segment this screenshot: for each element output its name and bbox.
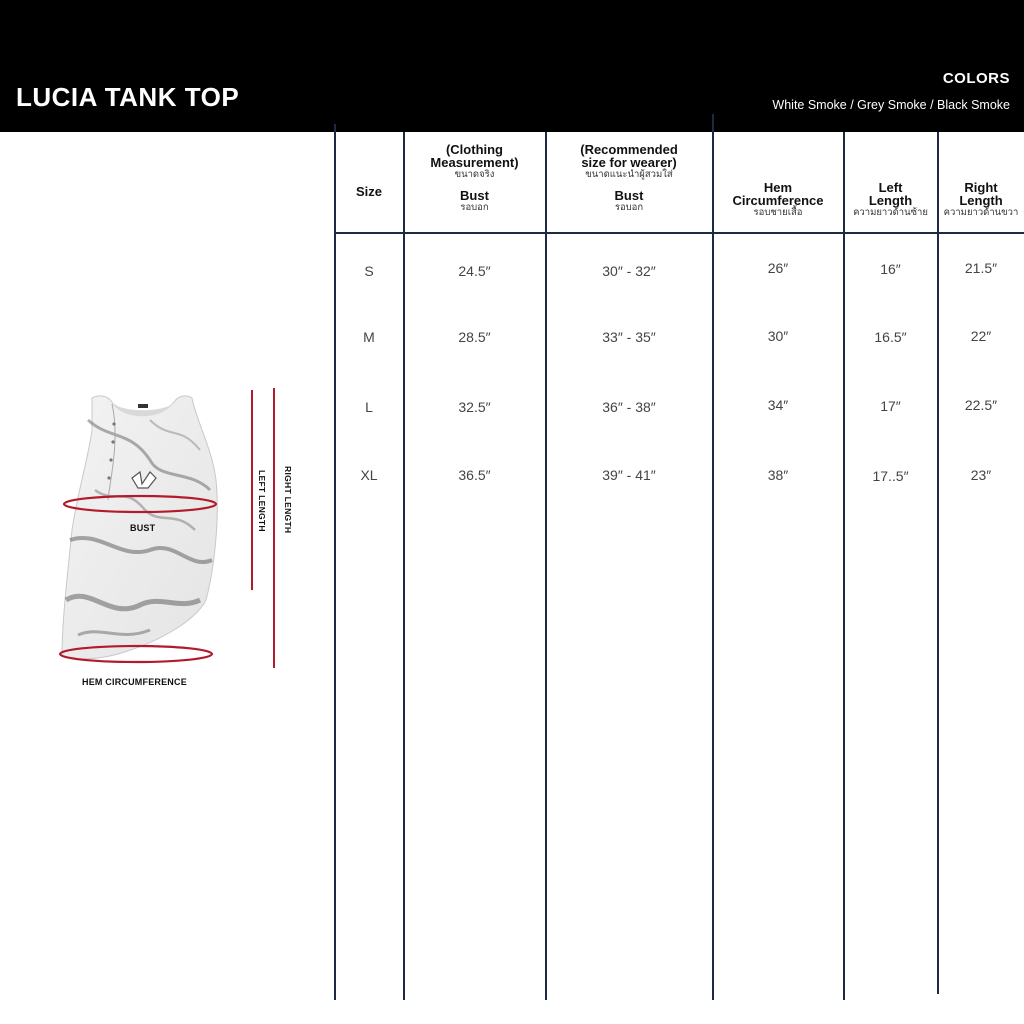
header-size: Size	[355, 184, 382, 199]
table-cell-right-length: 21.5″	[964, 260, 998, 276]
hem-circumference-label: HEM CIRCUMFERENCE	[82, 677, 187, 687]
header-bar	[0, 0, 1024, 132]
table-cell-left-length: 16.5″	[874, 329, 907, 345]
table-cell-size: M	[363, 329, 375, 345]
header-recommended-size: (Recommended size for wearer) ขนาดแนะนำผู้สวมใส่ Bust รอบอก	[580, 142, 678, 213]
table-cell-left-length: 17..5″	[872, 468, 909, 484]
table-cell-bust: 32.5″	[458, 399, 491, 415]
header-left-length: Left Length ความยาวด้านซ้าย	[853, 180, 928, 218]
table-cell-hem: 34″	[767, 397, 789, 413]
table-cell-recommended: 39″ - 41″	[602, 467, 656, 483]
table-cell-left-length: 17″	[880, 398, 901, 414]
grid-line	[334, 124, 336, 1000]
table-cell-hem: 30″	[767, 328, 789, 344]
left-length-label: LEFT LENGTH	[257, 470, 267, 532]
table-cell-right-length: 22.5″	[964, 397, 998, 413]
header-hem-circumference: Hem Circumference รอบชายเสื้อ	[732, 180, 824, 218]
bust-label: BUST	[130, 523, 156, 533]
table-cell-hem: 26″	[767, 260, 789, 276]
table-cell-size: L	[365, 399, 373, 415]
table-cell-hem: 38″	[767, 467, 789, 483]
header-right-length: Right Length ความยาวด้านขวา	[943, 180, 1019, 218]
table-cell-right-length: 22″	[970, 328, 992, 344]
table-cell-bust: 28.5″	[458, 329, 491, 345]
table-cell-left-length: 16″	[880, 261, 901, 277]
right-length-label: RIGHT LENGTH	[283, 466, 293, 534]
table-cell-recommended: 36″ - 38″	[602, 399, 656, 415]
table-cell-recommended: 33″ - 35″	[602, 329, 656, 345]
table-cell-bust: 24.5″	[458, 263, 491, 279]
header-divider	[334, 232, 1024, 234]
table-cell-size: S	[364, 263, 374, 279]
table-cell-right-length: 23″	[970, 467, 992, 483]
table-cell-size: XL	[360, 467, 378, 483]
colors-list: White Smoke / Grey Smoke / Black Smoke	[772, 98, 1010, 112]
grid-line	[712, 114, 714, 1000]
table-cell-bust: 36.5″	[458, 467, 491, 483]
table-cell-recommended: 30″ - 32″	[602, 263, 656, 279]
header-clothing-measurement: (Clothing Measurement) ขนาดจริง Bust รอบอก	[430, 142, 519, 213]
page-title: LUCIA TANK TOP	[16, 82, 240, 112]
tank-top-illustration-icon	[0, 380, 320, 700]
colors-title: COLORS	[942, 70, 1010, 87]
measurement-diagram	[0, 380, 320, 700]
